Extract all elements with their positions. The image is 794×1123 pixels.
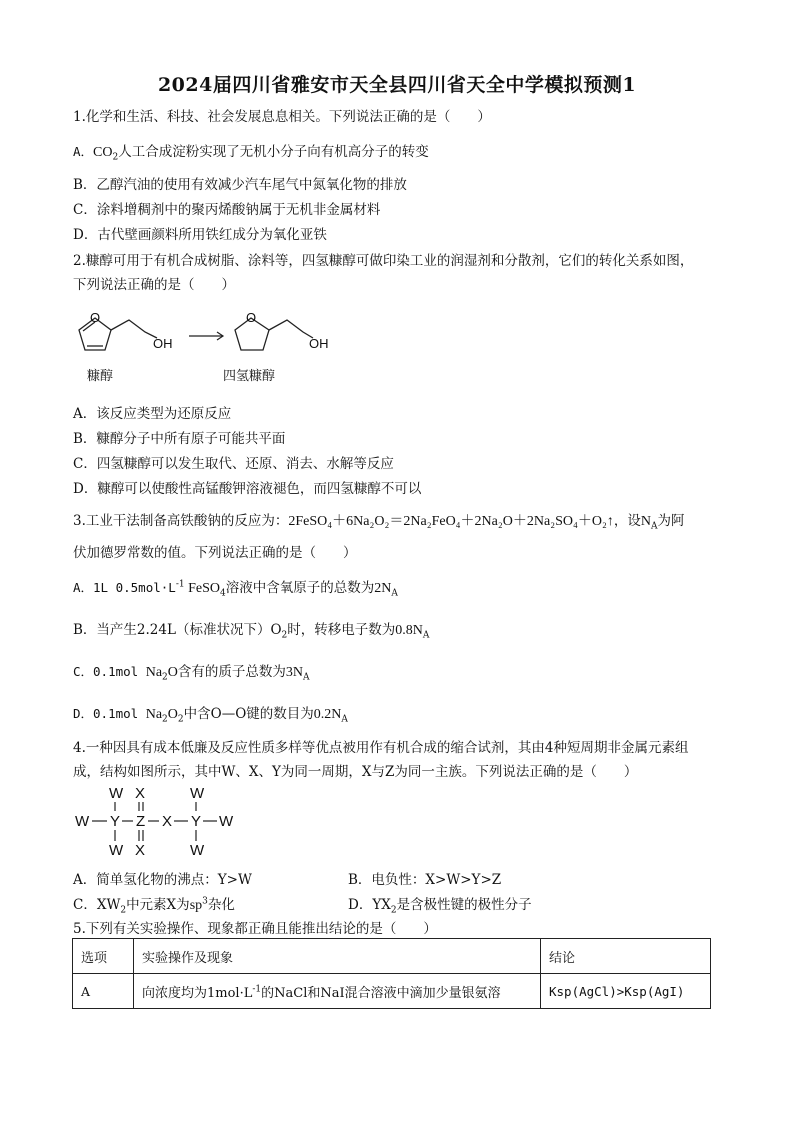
q1-stem: 1.化学和生活、科技、社会发展息息相关。下列说法正确的是（ ） — [73, 109, 491, 125]
atom-y-1: Y — [110, 813, 121, 830]
experiment-table — [72, 938, 711, 1009]
oh-label-1: OH — [153, 336, 173, 351]
q4-option-a: A．简单氢化物的沸点：Y>W — [73, 872, 252, 888]
q2-option-c: C．四氢糠醇可以发生取代、还原、消去、水解等反应 — [73, 456, 394, 472]
q3-stem-line1: 3.工业干法制备高铁酸钠的反应为：2FeSO₄＋6Na₂O₂＝2Na₂FeO₄＋2Na₂O＋2Na₂SO₄＋O₂↑，设$N_A$为阿 — [73, 513, 685, 532]
furfuryl-alcohol-reaction-diagram — [73, 300, 373, 392]
q4-stem-line2: 成，结构如图所示，其中W、X、Y为同一周期，X与Z为同一主族。下列说法正确的是（ ） — [73, 764, 638, 780]
q2-stem-line1: 2.糠醇可用于有机合成树脂、涂料等，四氢糠醇可做印染工业的润湿剂和分散剂，它们的转化关系如图， — [73, 253, 694, 269]
q4-option-c: C．$XW_2$中元素X为$sp^3$杂化 — [73, 896, 235, 916]
reaction-equation: 2FeSO₄＋6Na₂O₂＝2Na₂FeO₄＋2Na₂O＋2Na₂SO₄＋O₂↑ — [288, 514, 614, 529]
table-row — [73, 974, 711, 1009]
structure-diagram — [73, 783, 253, 863]
q5-stem: 5.下列有关实验操作、现象都正确且能推出结论的是（ ） — [73, 921, 437, 937]
q3-option-c: C．0.1mol $Na_2O$含有的质子总数为$3N_A$ — [73, 664, 310, 683]
atom-z: Z — [136, 813, 146, 830]
atom-w-left: W — [75, 813, 90, 830]
tetrahydrofurfuryl-alcohol-label: 四氢糠醇 — [223, 369, 276, 384]
reaction-arrow — [189, 332, 223, 340]
q3-option-d: D．0.1mol $Na_2O_2$中含O—O键的数目为$0.2N_A$ — [73, 706, 348, 725]
oh-label-2: OH — [309, 336, 329, 351]
q1-option-b: B．乙醇汽油的使用有效减少汽车尾气中氮氧化物的排放 — [73, 177, 407, 193]
atom-w-top-1: W — [109, 785, 124, 802]
q2-stem-line2: 下列说法正确的是（ ） — [73, 277, 235, 293]
q4-option-b: B．电负性：X>W>Y>Z — [348, 872, 502, 888]
atom-w-bottom-2: W — [190, 842, 205, 859]
q3-option-a: A．1L $0.5mol\cdot L^{-1}$ FeSO$_4$溶液中含氧原子的总数为$2N_A$ — [73, 579, 398, 599]
furfuryl-alcohol-label: 糠醇 — [87, 369, 114, 384]
atom-x-bottom: X — [135, 842, 146, 859]
q3-stem-line2: 伏加德罗常数的值。下列说法正确的是（ ） — [73, 545, 357, 561]
thf-oxygen-label: O — [246, 310, 257, 325]
row-operation: 向浓度均为$1mol\cdot L^{-1}$的NaCl和NaI混合溶液中滴加少量银氨溶 — [134, 974, 541, 1009]
table-header-row — [73, 939, 711, 974]
atom-x-top: X — [135, 785, 146, 802]
q4-stem-line1: 4.一种因具有成本低廉及反应性质多样等优点被用作有机合成的缩合试剂，其由4种短周期非金属元素组 — [73, 740, 689, 756]
q4-option-d: D．$YX_2$是含极性键的极性分子 — [348, 897, 532, 916]
q1-option-a: A．$CO_2$人工合成淀粉实现了无机小分子向有机高分子的转变 — [73, 144, 429, 163]
q2-option-d: D．糠醇可以使酸性高锰酸钾溶液褪色，而四氢糠醇不可以 — [73, 481, 422, 497]
page-title: 2024届四川省雅安市天全县四川省天全中学模拟预测1 — [157, 74, 637, 96]
atom-w-right: W — [219, 813, 234, 830]
q2-option-b: B．糠醇分子中所有原子可能共平面 — [73, 431, 286, 447]
q1-option-c: C．涂料增稠剂中的聚丙烯酸钠属于无机非金属材料 — [73, 202, 381, 218]
header-operation: 实验操作及现象 — [134, 939, 541, 974]
q2-option-a: A．该反应类型为还原反应 — [73, 406, 232, 422]
atom-w-bottom-1: W — [109, 842, 124, 859]
atom-y-2: Y — [191, 813, 202, 830]
row-conclusion: Ksp(AgCl)>Ksp(AgI) — [541, 974, 711, 1009]
header-option: 选项 — [73, 939, 134, 974]
header-conclusion: 结论 — [541, 939, 711, 974]
row-option: A — [73, 974, 134, 1009]
furan-oxygen-label: O — [90, 310, 101, 325]
q3-option-b: B．当产生2.24L（标准状况下）$O_2$时，转移电子数为$0.8N_A$ — [73, 622, 430, 641]
atom-x-mid: X — [162, 813, 173, 830]
atom-w-top-2: W — [190, 785, 205, 802]
q1-option-d: D．古代壁画颜料所用铁红成分为氧化亚铁 — [73, 227, 327, 243]
